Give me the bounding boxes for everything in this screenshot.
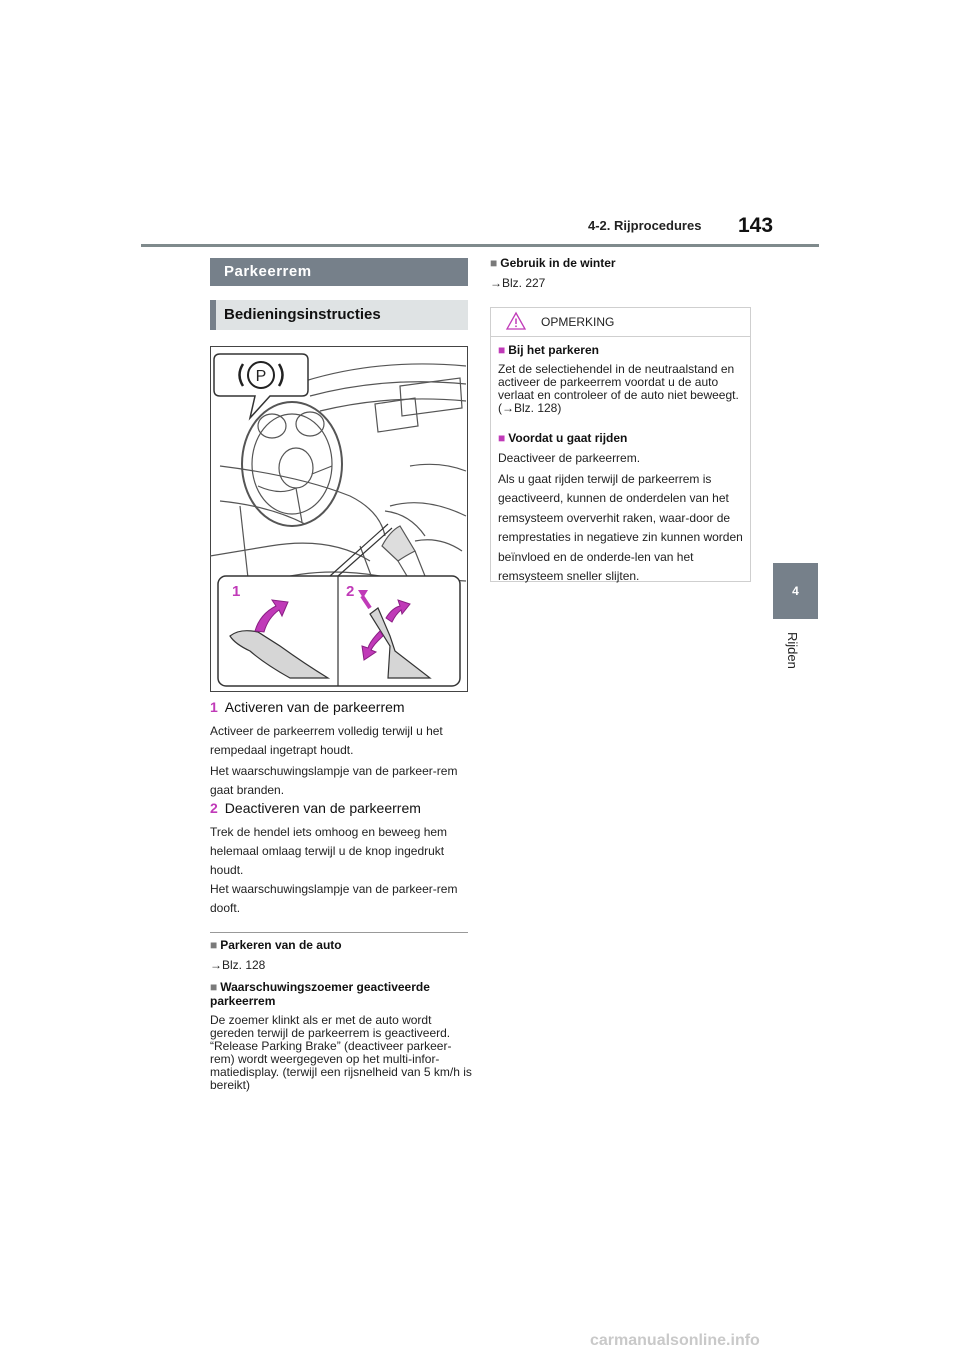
parking-heading [210,938,342,952]
bullet-square-icon: ■ [210,938,218,952]
chapter-label: Rijden [785,632,800,669]
step-1-title: Activeren van de parkeerrem [224,699,405,715]
notice-heading-driving [498,431,627,445]
step-2-heading [210,800,421,816]
section-title: 4-2. Rijprocedures [588,218,702,233]
step-2-number: 2 [210,800,218,816]
step-2-note: Het waarschuwingslampje van de parkeer-rem dooft. [210,882,458,915]
chapter-number: 4 [792,584,799,598]
divider [210,932,468,933]
subsection-accent [210,300,216,330]
notice-title: OPMERKING [541,315,615,329]
notice-text-parking: Zet de selectiehendel in de neutraalstand en activeer de parkeerrem voordat u de auto verlaat en controleer of de auto niet beweegt. (→Blz. 128) [498,362,739,415]
winter-page-ref[interactable]: →Blz. 227 [490,276,546,290]
illustration-svg [210,346,468,692]
buzzer-text: De zoemer klinkt als er met de auto wordt gereden terwijl de parkeerrem is geactiveerd. “Release Parking Brake” (deactiveer parkeer-rem) wordt weergegeven op het multi-infor-matiedisplay. (terwijl een rijsnelheid van 5 km/h is bereikt) [210,1013,472,1092]
step-1-number: 1 [210,699,218,715]
notice-heading-parking [498,343,599,357]
warning-triangle-icon [505,311,527,331]
bullet-square-icon: ■ [490,256,498,270]
watermark: carmanualsonline.info [590,1332,760,1349]
step-2-text: Trek de hendel iets omhoog en beweeg hem helemaal omlaag terwijl u de knop ingedrukt houdt. [210,825,448,877]
header-rule [141,244,819,247]
parking-title: Parkeren van de auto [220,938,342,952]
notice-header [491,308,750,337]
notice-heading-driving-text: Voordat u gaat rijden [508,431,628,445]
notice-text-overheat: Als u gaat rijden terwijl de parkeerrem is geactiveerd, kunnen de onderdelen van het remsysteem oververhit raken, waar-door de remprestaties in negatieve zin kunnen worden beïnvloed en de onderde-len van het remsysteem sneller slijten. [498,472,743,584]
notice-box [490,307,751,582]
winter-title: Gebruik in de winter [500,256,616,270]
callout-1: 1 [232,583,241,600]
bullet-square-icon: ■ [498,431,506,445]
step-1-heading [210,699,405,715]
notice-text-deactivate: Deactiveer de parkeerrem. [498,451,641,465]
p-dial-label: P [255,368,267,385]
subsection-heading: Bedieningsinstructies [224,306,381,323]
bullet-square-icon: ■ [210,980,218,994]
buzzer-heading [210,980,470,1008]
step-2-title: Deactiveren van de parkeerrem [224,800,421,816]
section-heading-bar [210,258,468,286]
subsection-heading-bar [210,300,468,330]
page-number: 143 [738,214,774,237]
notice-heading-parking-text: Bij het parkeren [508,343,599,357]
callout-2: 2 [346,583,355,600]
winter-heading [490,256,616,270]
step-1-note: Het waarschuwingslampje van de parkeer-rem gaat branden. [210,764,458,797]
section-heading: Parkeerrem [224,263,312,280]
parking-brake-illustration [210,346,468,692]
bullet-square-icon: ■ [498,343,506,357]
chapter-tab [773,563,818,619]
parking-page-ref[interactable]: →Blz. 128 [210,958,266,972]
step-1-text: Activeer de parkeerrem volledig terwijl u het rempedaal ingetrapt houdt. [210,724,443,757]
buzzer-title: Waarschuwingszoemer geactiveerde parkeerrem [210,980,430,1008]
